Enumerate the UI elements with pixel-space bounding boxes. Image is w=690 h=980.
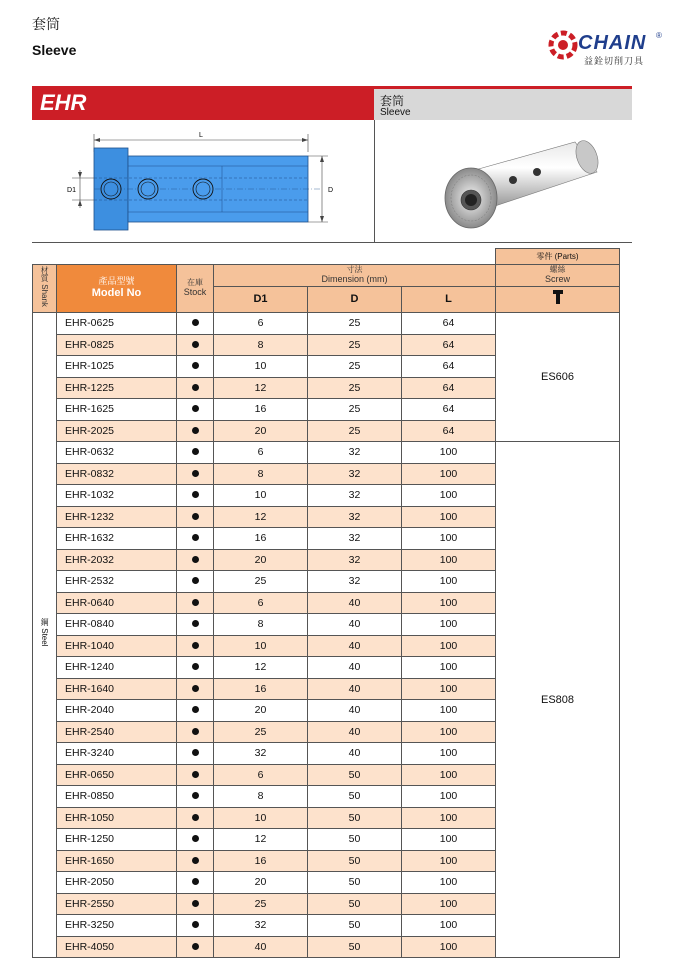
d1-cell: 16 bbox=[214, 678, 308, 700]
stock-cell bbox=[177, 614, 214, 636]
d1-cell: 6 bbox=[214, 764, 308, 786]
model-cell: EHR-0632 bbox=[57, 442, 177, 464]
d1-cell: 32 bbox=[214, 743, 308, 765]
stock-cell bbox=[177, 463, 214, 485]
l-cell: 100 bbox=[402, 485, 496, 507]
d-cell: 40 bbox=[308, 678, 402, 700]
model-header bbox=[57, 265, 177, 313]
l-cell: 100 bbox=[402, 786, 496, 808]
product-code: EHR bbox=[40, 90, 87, 115]
d-cell: 40 bbox=[308, 592, 402, 614]
d1-cell: 25 bbox=[214, 571, 308, 593]
l-cell: 64 bbox=[402, 334, 496, 356]
d-cell: 50 bbox=[308, 850, 402, 872]
l-cell: 100 bbox=[402, 743, 496, 765]
in-stock-dot-icon bbox=[192, 685, 199, 692]
l-cell: 100 bbox=[402, 936, 496, 958]
stock-cell bbox=[177, 549, 214, 571]
in-stock-dot-icon bbox=[192, 943, 199, 950]
material-en: Steel bbox=[40, 628, 50, 647]
l-cell: 100 bbox=[402, 700, 496, 722]
d-cell: 32 bbox=[308, 506, 402, 528]
l-cell: 100 bbox=[402, 915, 496, 937]
model-cell: EHR-3240 bbox=[57, 743, 177, 765]
stock-cell bbox=[177, 506, 214, 528]
material-cell bbox=[33, 313, 57, 958]
stock-header-zh: 在庫 bbox=[187, 278, 203, 288]
product-name-banner bbox=[374, 89, 632, 120]
page-title: Sleeve bbox=[32, 42, 77, 58]
model-cell: EHR-2050 bbox=[57, 872, 177, 894]
d-cell: 50 bbox=[308, 829, 402, 851]
model-cell: EHR-0832 bbox=[57, 463, 177, 485]
d-cell: 40 bbox=[308, 700, 402, 722]
in-stock-dot-icon bbox=[192, 319, 199, 326]
model-cell: EHR-0840 bbox=[57, 614, 177, 636]
l-cell: 100 bbox=[402, 893, 496, 915]
model-cell: EHR-2540 bbox=[57, 721, 177, 743]
in-stock-dot-icon bbox=[192, 341, 199, 348]
in-stock-dot-icon bbox=[192, 835, 199, 842]
model-cell: EHR-2032 bbox=[57, 549, 177, 571]
stock-cell bbox=[177, 807, 214, 829]
screw-type-icon bbox=[496, 287, 620, 313]
product-illustration bbox=[32, 120, 632, 243]
product-name: Sleeve bbox=[380, 107, 411, 118]
d1-cell: 12 bbox=[214, 657, 308, 679]
d-cell: 25 bbox=[308, 356, 402, 378]
in-stock-dot-icon bbox=[192, 599, 199, 606]
l-cell: 100 bbox=[402, 506, 496, 528]
parts-header-row bbox=[33, 249, 620, 265]
stock-cell bbox=[177, 420, 214, 442]
d1-cell: 40 bbox=[214, 936, 308, 958]
in-stock-dot-icon bbox=[192, 362, 199, 369]
model-cell: EHR-1625 bbox=[57, 399, 177, 421]
d1-cell: 20 bbox=[214, 420, 308, 442]
d1-cell: 16 bbox=[214, 850, 308, 872]
d-cell: 32 bbox=[308, 442, 402, 464]
table-row bbox=[33, 313, 620, 335]
in-stock-dot-icon bbox=[192, 900, 199, 907]
l-cell: 64 bbox=[402, 313, 496, 335]
material-zh: 鋼 bbox=[40, 618, 50, 627]
in-stock-dot-icon bbox=[192, 384, 199, 391]
parts-label: 零件 (Parts) bbox=[496, 249, 620, 265]
model-header-zh: 產品型號 bbox=[98, 276, 135, 287]
d1-cell: 8 bbox=[214, 463, 308, 485]
in-stock-dot-icon bbox=[192, 577, 199, 584]
dim-label-l: L bbox=[199, 132, 203, 139]
dim-label-d1: D1 bbox=[67, 187, 76, 194]
l-cell: 100 bbox=[402, 657, 496, 679]
d-cell: 50 bbox=[308, 915, 402, 937]
screw-cell: ES808 bbox=[496, 442, 620, 958]
d-cell: 40 bbox=[308, 657, 402, 679]
screw-cell: ES606 bbox=[496, 313, 620, 442]
d-cell: 40 bbox=[308, 743, 402, 765]
d-cell: 40 bbox=[308, 614, 402, 636]
model-cell: EHR-1032 bbox=[57, 485, 177, 507]
chain-logo-icon bbox=[548, 30, 578, 60]
d-cell: 25 bbox=[308, 313, 402, 335]
stock-cell bbox=[177, 657, 214, 679]
model-cell: EHR-2025 bbox=[57, 420, 177, 442]
model-cell: EHR-0650 bbox=[57, 764, 177, 786]
table-row bbox=[33, 442, 620, 464]
model-cell: EHR-0825 bbox=[57, 334, 177, 356]
stock-cell bbox=[177, 743, 214, 765]
brand-logo bbox=[548, 28, 664, 68]
model-cell: EHR-1225 bbox=[57, 377, 177, 399]
product-code-banner bbox=[32, 86, 374, 120]
stock-cell bbox=[177, 442, 214, 464]
l-cell: 64 bbox=[402, 420, 496, 442]
model-cell: EHR-4050 bbox=[57, 936, 177, 958]
d1-cell: 10 bbox=[214, 356, 308, 378]
model-cell: EHR-1640 bbox=[57, 678, 177, 700]
d1-cell: 6 bbox=[214, 592, 308, 614]
model-cell: EHR-1050 bbox=[57, 807, 177, 829]
d1-cell: 32 bbox=[214, 915, 308, 937]
d1-cell: 10 bbox=[214, 635, 308, 657]
d1-cell: 12 bbox=[214, 506, 308, 528]
d-cell: 25 bbox=[308, 420, 402, 442]
logo-wordmark: CHAIN bbox=[578, 32, 647, 54]
d-cell: 32 bbox=[308, 485, 402, 507]
in-stock-dot-icon bbox=[192, 470, 199, 477]
d1-cell: 16 bbox=[214, 399, 308, 421]
d-cell: 50 bbox=[308, 764, 402, 786]
stock-cell bbox=[177, 893, 214, 915]
in-stock-dot-icon bbox=[192, 663, 199, 670]
d1-cell: 10 bbox=[214, 807, 308, 829]
table-header-row bbox=[33, 265, 620, 287]
logo-registered: ® bbox=[656, 31, 662, 40]
d1-cell: 10 bbox=[214, 485, 308, 507]
in-stock-dot-icon bbox=[192, 448, 199, 455]
in-stock-dot-icon bbox=[192, 491, 199, 498]
d-cell: 50 bbox=[308, 807, 402, 829]
model-cell: EHR-2550 bbox=[57, 893, 177, 915]
in-stock-dot-icon bbox=[192, 771, 199, 778]
dim-label-d: D bbox=[328, 187, 334, 194]
l-cell: 100 bbox=[402, 829, 496, 851]
model-cell: EHR-1650 bbox=[57, 850, 177, 872]
in-stock-dot-icon bbox=[192, 556, 199, 563]
screw-hole-icon bbox=[509, 176, 517, 184]
in-stock-dot-icon bbox=[192, 921, 199, 928]
stock-cell bbox=[177, 829, 214, 851]
d-cell: 40 bbox=[308, 721, 402, 743]
l-cell: 100 bbox=[402, 614, 496, 636]
l-cell: 100 bbox=[402, 678, 496, 700]
stock-cell bbox=[177, 635, 214, 657]
l-cell: 100 bbox=[402, 872, 496, 894]
d1-cell: 12 bbox=[214, 829, 308, 851]
model-cell: EHR-0850 bbox=[57, 786, 177, 808]
spec-table-body bbox=[33, 313, 620, 958]
l-cell: 100 bbox=[402, 571, 496, 593]
model-cell: EHR-2040 bbox=[57, 700, 177, 722]
d1-cell: 25 bbox=[214, 893, 308, 915]
stock-cell bbox=[177, 721, 214, 743]
model-cell: EHR-0640 bbox=[57, 592, 177, 614]
in-stock-dot-icon bbox=[192, 706, 199, 713]
technical-drawing bbox=[32, 120, 374, 242]
stock-cell bbox=[177, 313, 214, 335]
d-cell: 32 bbox=[308, 463, 402, 485]
l-cell: 100 bbox=[402, 635, 496, 657]
stock-cell bbox=[177, 399, 214, 421]
stock-cell bbox=[177, 915, 214, 937]
d-cell: 50 bbox=[308, 936, 402, 958]
col-header-d: D bbox=[308, 287, 402, 313]
model-cell: EHR-1232 bbox=[57, 506, 177, 528]
shank-header-en: Shank bbox=[40, 283, 50, 307]
d1-cell: 8 bbox=[214, 334, 308, 356]
in-stock-dot-icon bbox=[192, 534, 199, 541]
sleeve-photo bbox=[375, 120, 632, 242]
stock-cell bbox=[177, 700, 214, 722]
l-cell: 100 bbox=[402, 592, 496, 614]
d1-cell: 20 bbox=[214, 549, 308, 571]
in-stock-dot-icon bbox=[192, 642, 199, 649]
stock-cell bbox=[177, 936, 214, 958]
spec-table bbox=[32, 248, 620, 958]
in-stock-dot-icon bbox=[192, 814, 199, 821]
dimension-header bbox=[214, 265, 496, 287]
d-cell: 50 bbox=[308, 872, 402, 894]
screw-hole-icon bbox=[533, 168, 541, 176]
stock-cell bbox=[177, 850, 214, 872]
in-stock-dot-icon bbox=[192, 427, 199, 434]
d1-cell: 20 bbox=[214, 872, 308, 894]
stock-cell bbox=[177, 571, 214, 593]
stock-header-en: Stock bbox=[183, 286, 207, 297]
d1-cell: 8 bbox=[214, 614, 308, 636]
dimension-header-zh: 寸法 bbox=[346, 265, 363, 275]
stock-cell bbox=[177, 334, 214, 356]
l-cell: 100 bbox=[402, 764, 496, 786]
screw-header-en: Screw bbox=[544, 273, 570, 284]
in-stock-dot-icon bbox=[192, 749, 199, 756]
d-cell: 32 bbox=[308, 528, 402, 550]
stock-cell bbox=[177, 356, 214, 378]
d1-cell: 8 bbox=[214, 786, 308, 808]
d-cell: 50 bbox=[308, 786, 402, 808]
l-cell: 100 bbox=[402, 463, 496, 485]
spec-table-container bbox=[32, 248, 620, 958]
page-title-zh: 套筒 bbox=[32, 17, 60, 33]
d1-cell: 20 bbox=[214, 700, 308, 722]
product-name-zh: 套筒 bbox=[380, 94, 405, 108]
stock-cell bbox=[177, 528, 214, 550]
d-cell: 32 bbox=[308, 571, 402, 593]
d1-cell: 12 bbox=[214, 377, 308, 399]
model-cell: EHR-2532 bbox=[57, 571, 177, 593]
l-cell: 100 bbox=[402, 807, 496, 829]
d-cell: 25 bbox=[308, 334, 402, 356]
in-stock-dot-icon bbox=[192, 405, 199, 412]
model-header-en: Model No bbox=[91, 287, 142, 300]
shank-header-zh: 材質 bbox=[40, 265, 50, 282]
stock-cell bbox=[177, 764, 214, 786]
l-cell: 64 bbox=[402, 356, 496, 378]
l-cell: 100 bbox=[402, 850, 496, 872]
in-stock-dot-icon bbox=[192, 792, 199, 799]
model-cell: EHR-1250 bbox=[57, 829, 177, 851]
col-header-l: L bbox=[402, 287, 496, 313]
in-stock-dot-icon bbox=[192, 878, 199, 885]
d1-cell: 25 bbox=[214, 721, 308, 743]
stock-cell bbox=[177, 872, 214, 894]
dimension-header-en: Dimension (mm) bbox=[321, 273, 388, 284]
stock-cell bbox=[177, 377, 214, 399]
stock-cell bbox=[177, 485, 214, 507]
model-cell: EHR-3250 bbox=[57, 915, 177, 937]
d1-cell: 16 bbox=[214, 528, 308, 550]
in-stock-dot-icon bbox=[192, 620, 199, 627]
model-cell: EHR-1040 bbox=[57, 635, 177, 657]
stock-header bbox=[177, 265, 214, 313]
d-cell: 25 bbox=[308, 377, 402, 399]
screw-header bbox=[496, 265, 620, 287]
l-cell: 100 bbox=[402, 528, 496, 550]
l-cell: 64 bbox=[402, 399, 496, 421]
model-cell: EHR-0625 bbox=[57, 313, 177, 335]
d1-cell: 6 bbox=[214, 313, 308, 335]
in-stock-dot-icon bbox=[192, 857, 199, 864]
l-cell: 100 bbox=[402, 721, 496, 743]
model-cell: EHR-1632 bbox=[57, 528, 177, 550]
logo-subtitle: 益銓切削刀具 bbox=[584, 57, 645, 67]
stock-cell bbox=[177, 786, 214, 808]
model-cell: EHR-1025 bbox=[57, 356, 177, 378]
stock-cell bbox=[177, 678, 214, 700]
l-cell: 64 bbox=[402, 377, 496, 399]
model-cell: EHR-1240 bbox=[57, 657, 177, 679]
d-cell: 25 bbox=[308, 399, 402, 421]
l-cell: 100 bbox=[402, 442, 496, 464]
d-cell: 32 bbox=[308, 549, 402, 571]
d1-cell: 6 bbox=[214, 442, 308, 464]
screw-header-zh: 螺絲 bbox=[549, 265, 566, 275]
d-cell: 40 bbox=[308, 635, 402, 657]
d-cell: 50 bbox=[308, 893, 402, 915]
shank-header bbox=[33, 265, 57, 313]
stock-cell bbox=[177, 592, 214, 614]
in-stock-dot-icon bbox=[192, 728, 199, 735]
col-header-d1: D1 bbox=[214, 287, 308, 313]
l-cell: 100 bbox=[402, 549, 496, 571]
in-stock-dot-icon bbox=[192, 513, 199, 520]
